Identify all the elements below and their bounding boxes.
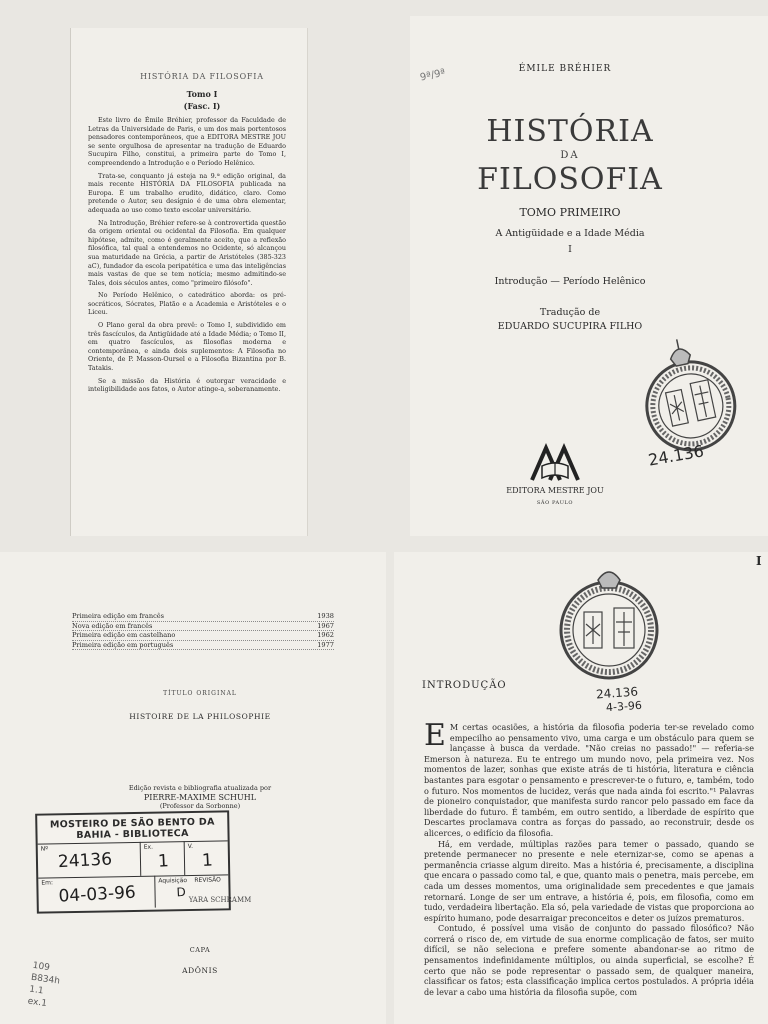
revision-name: PIERRE-MAXIME SCHUHL <box>143 793 257 802</box>
corner-handwritten-note: 9ª/9ª <box>419 67 447 84</box>
edition-row <box>72 622 334 632</box>
edition-label: Primeira edição em castelhano <box>72 631 176 640</box>
reviser-name: YARA SCHRAMM <box>188 896 252 904</box>
flap-paragraph: No Período Helênico, o catedrático aborda: os pré-socráticos, Sócrates, Platão e a Academia e Aristóteles e o Liceu. <box>88 291 286 317</box>
introduction-text <box>424 718 754 997</box>
book-title <box>470 116 670 196</box>
stamp-v-value: 1 <box>201 850 214 871</box>
edition-year: 1967 <box>317 621 334 630</box>
revision-affiliation: (Professor da Sorbonne) <box>159 802 241 810</box>
stamp-v-label: V. <box>187 842 194 851</box>
intro-paragraph: Há, em verdade, múltiplas razões para temer o passado, quando se pretende permanecer no presente e nele eternizar-se, como se apenas a permanência criasse algum direito. Mas a história é, precisamente, a disciplina que encara o passado como tal, e que, quanto mais o penetra, mais percebe, em cada um desses momentos, uma originalidade sem precedentes e que jamais retornará. Longe de ser um entrave, a história é, pois, em filosofia, como em tudo, verdadeira libertação. Ela só, pela variedade de vistas que proporciona ao espírito humano, pode desarraigar preconceitos e deter os juízos prematuros. <box>424 838 754 923</box>
flap-header: HISTÓRIA DA FILOSOFIA <box>140 72 264 81</box>
editions-list <box>72 612 334 650</box>
translation-block <box>470 306 670 334</box>
stamp-line2: BAHIA - BIBLIOTECA <box>76 828 189 841</box>
subtitle: A Antigüidade e a Idade Média <box>495 228 645 239</box>
stamp-divider <box>140 842 142 876</box>
edition-year: 1938 <box>317 612 334 620</box>
stamp-date-value: 04-03-96 <box>58 882 137 907</box>
stamp-no-label: Nº <box>40 845 49 853</box>
flap-tomo-label: Tomo I <box>186 89 218 99</box>
edition-label: Primeira edição em português <box>72 640 174 649</box>
intro-paragraph <box>424 718 754 839</box>
intro-handwritten-number: 24.136 <box>595 684 639 702</box>
title-da: DA <box>560 150 580 161</box>
edition-year: 1977 <box>317 640 334 649</box>
stamp-divider <box>184 841 186 875</box>
title-page-handwritten-number: 24.136 <box>646 441 706 470</box>
edition-row <box>72 631 334 641</box>
cover-label: CAPA <box>189 946 211 954</box>
intro-handwritten-date: 4-3-96 <box>605 698 643 715</box>
intro-paragraph-text: M certas ocasiões, a história da filosofia poderia ter-se revelado como empecilho ao pensamento vivo, uma carga e um obstáculo para quem se lançasse à busca da verdade. "Não creias no passado!" — referia-se Emerson à natureza. Eu te entrego um mundo novo, pela primeira vez. Nos momentos de lazer, sonhas que existe atrás de ti história, literatura e ciência bastantes para esgotar o pensamento e prescrever-te o futuro, e, também, todo o futuro. Nos momentos de lucidez, verás que nada ainda foi escrito."¹ Palavras de pioneiro conquistador, que manifesta surdo rancor pelo passado em face da liberdade do futuro. É também, em outro sentido, a liberdade de espírito que Descartes proclamava contra as forças do passado, ao reconstruir, desde os alicerces, o edifício da filosofia. <box>424 722 754 838</box>
original-title: HISTOIRE DE LA PHILOSOPHIE <box>129 712 271 721</box>
flap-paragraph: Na Introdução, Bréhier refere-se à controvertida questão da origem oriental ou ocidental da Filosofia. Em qualquer hipótese, admite, como é geralmente aceito, que a reflexão filosófica, tal qual a entendemos no Ocidente, só alcançou sua maturidade na Grécia, a partir de Aristóteles (385-323 aC), fundador da escola peripatética e uma das inteligências mais vastas de que se tem notícia; mesmo admitindo-se Tales, dois séculos antes, como "primeiro filósofo". <box>88 218 286 287</box>
edition-year: 1962 <box>317 631 334 640</box>
library-seal-icon <box>640 336 740 460</box>
stamp-line1: MOSTEIRO DE SÃO BENTO DA <box>49 816 215 831</box>
drop-cap: E <box>424 718 446 753</box>
tomo-label: TOMO PRIMEIRO <box>519 206 621 219</box>
edition-row <box>72 641 334 651</box>
original-title-label: TÍTULO ORIGINAL <box>163 690 237 697</box>
title-filosofia: FILOSOFIA <box>477 162 663 197</box>
title-historia: HISTÓRIA <box>486 114 654 149</box>
stamp-acq-label: Aquisição <box>158 877 188 885</box>
flap-fasc-label: (Fasc. I) <box>183 101 221 111</box>
part-label: Introdução — Período Helênico <box>494 276 646 287</box>
flap-paragraph: O Plano geral da obra prevê: o Tomo I, subdividido em três fascículos, da Antigüidade até a Idade Média; o Tomo II, em quatro fascículos, as filosofias moderna e contemporânea, e ainda dois suplementos: A Filosofia no Oriente, de P. Masson-Oursel e a Filosofia Bizantina por B. Tatakis. <box>88 321 286 373</box>
translation-label: Tradução de <box>539 307 601 318</box>
edition-row <box>72 612 334 622</box>
author-name: ÉMILE BRÉHIER <box>518 64 612 74</box>
flap-paragraph: Trata-se, conquanto já esteja na 9.ª edição original, da mais recente HISTÓRIA DA FILOSOFIA publicada na Europa. É um trabalho erudito, didático, claro. Como pretende o Autor, seu desígnio é de uma obra elementar, adequada ao uso como texto escolar universitário. <box>88 171 286 214</box>
intro-paragraph: Contudo, é possível uma visão de conjunto do passado filosófico? Não correrá o risco de, em virtude de sua enorme complicação de fatos, ser muito difícil, se não seleciona e prefere somente abandonar-se ao ritmo de pensamentos indefinidamente múltiplos, ou ainda superficial, se escolhe? É certo que não se pode representar o passado sem, de qualquer maneira, classificar os fatos; esta classificação implica certos postulados. A própria idéia de levar a cabo uma história da filosofia supõe, com <box>424 923 754 997</box>
flap-paragraph: Se a missão da História é outorgar veracidade e inteligibilidade aos fatos, o Autor atinge-a, soberanamente. <box>88 376 286 394</box>
stamp-header <box>43 816 221 841</box>
publisher-city: SÃO PAULO <box>536 500 574 506</box>
revision-line: Edição revista e bibliografia atualizada por <box>128 784 272 792</box>
volume-number: I <box>568 244 572 255</box>
introduction-heading: INTRODUÇÃO <box>422 680 507 691</box>
stamp-acq-mark: D <box>176 884 187 900</box>
stamp-ex-label: Ex. <box>143 843 154 851</box>
flap-tomo <box>112 88 292 112</box>
translator-name: EDUARDO SUCUPIRA FILHO <box>497 321 643 332</box>
cover-artist: ADÔNIS <box>182 966 218 975</box>
library-seal-icon <box>554 566 664 686</box>
margin-handwritten-note: 109 B834h 1.1 ex.1 <box>26 960 61 1010</box>
edition-label: Primeira edição em francês <box>72 612 165 620</box>
stamp-em-label: Em: <box>41 879 54 887</box>
publisher-name: EDITORA MESTRE JOU <box>506 486 604 495</box>
flap-body <box>88 116 286 398</box>
stamp-no-value: 24136 <box>57 849 113 873</box>
volume-block <box>470 226 670 258</box>
page-marker: I <box>756 554 762 568</box>
stamp-revisao-label: REVISÃO <box>194 876 221 884</box>
publisher-logo-icon <box>528 440 582 482</box>
flap-paragraph: Este livro de Émile Bréhier, professor da Faculdade de Letras da Universidade de Paris, e um dos mais portentosos pensadores contemporâneos, que a EDITORA MESTRE JOU se sente orgulhosa de apresentar na tradução de Eduardo Sucupira Filho, constitui, a primeira parte do Tomo I, compreendendo a Introdução e o Período Helênico. <box>88 116 286 167</box>
edition-label: Nova edição em francês <box>72 621 153 630</box>
revision-credit <box>100 784 300 811</box>
stamp-ex-value: 1 <box>157 851 170 872</box>
